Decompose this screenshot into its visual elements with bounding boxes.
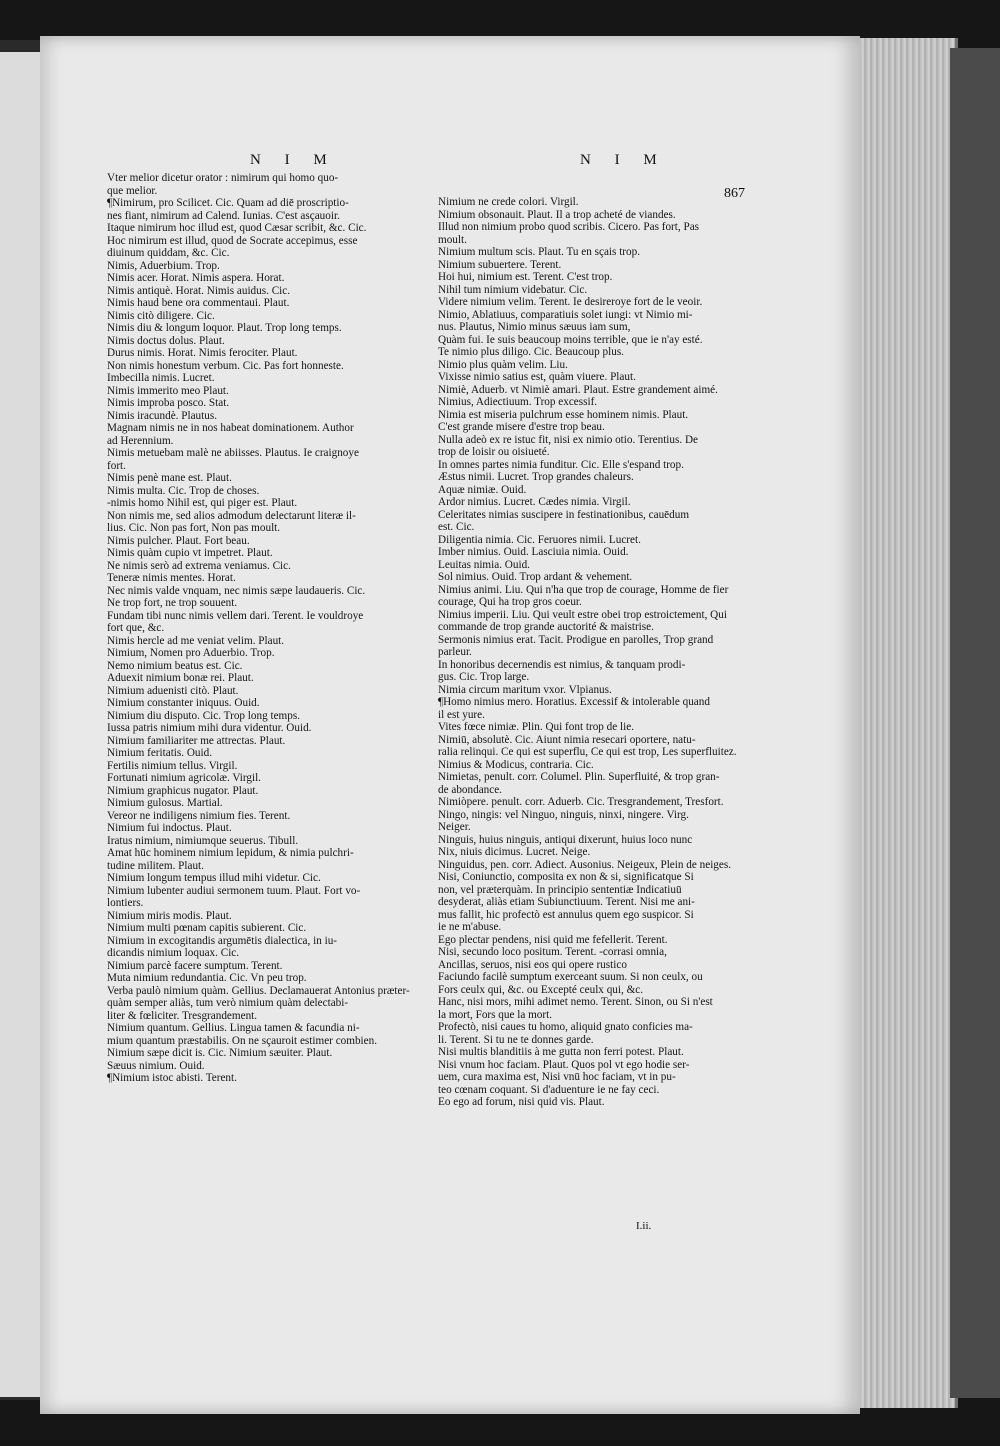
- text-line: Nimium constanter iniquus. Ouid.: [107, 697, 260, 709]
- text-line: Nimis diu & longum loquor. Plaut. Trop long temps.: [107, 322, 342, 334]
- text-line: Nimiòpere. penult. corr. Aduerb. Cic. Tresgrandement, Tresfort.: [438, 796, 724, 808]
- book-cover: [950, 48, 1000, 1398]
- text-line: Fortunati nimium agricolæ. Virgil.: [107, 772, 261, 784]
- text-line: parleur.: [438, 646, 472, 658]
- text-line: dicandis nimium loquax. Cic.: [107, 947, 240, 959]
- text-line: Fertilis nimium tellus. Virgil.: [107, 759, 238, 772]
- text-line: de abondance.: [438, 783, 502, 796]
- right-running-head: N I M: [580, 152, 667, 168]
- text-line: Nix, niuis dicimus. Lucret. Neige.: [438, 846, 591, 858]
- text-line: Nimium quantum. Gellius. Lingua tamen & facundia ni-: [107, 1022, 360, 1034]
- text-line: Sol nimius. Ouid. Trop ardant & vehement.: [438, 571, 633, 583]
- text-line: Muta nimium redundantia. Cic. Vn peu trop.: [107, 972, 307, 984]
- text-line: Nimiè, Aduerb. vt Nimiè amari. Plaut. Estre grandement aimé.: [438, 383, 718, 396]
- text-line: courage, Qui ha trop gros coeur.: [438, 596, 582, 608]
- text-line: Iratus nimium, nimiumque seuerus. Tibull.: [107, 834, 299, 847]
- text-line: Hoc nimirum est illud, quod de Socrate accepimus, esse: [107, 234, 358, 247]
- text-line: Quàm fui. Ie suis beaucoup moins terrible, que ie n'ay esté.: [438, 333, 703, 346]
- text-line: In omnes partes nimia funditur. Cic. Elle s'espand trop.: [438, 458, 684, 471]
- text-line: Leuitas nimia. Ouid.: [438, 558, 530, 571]
- text-line: Imber nimius. Ouid. Lasciuia nimia. Ouid.: [438, 546, 629, 558]
- left-column: [107, 172, 427, 1085]
- text-line: ralia relinqui. Ce qui est superflu, Ce qui est trop, Les superfluitez.: [438, 746, 737, 758]
- text-line: diuinum quiddam, &c. Cic.: [107, 247, 230, 259]
- text-line: Aduexit nimium bonæ rei. Plaut.: [107, 672, 254, 684]
- signature-mark: I.ii.: [636, 1220, 652, 1232]
- text-line: Vixisse nimio satius est, quàm viuere. Plaut.: [438, 371, 636, 383]
- text-line: lontiers.: [107, 897, 144, 909]
- text-line: Fundam tibi nunc nimis vellem dari. Terent. Ie vouldroye: [107, 609, 364, 622]
- text-line: Eo ego ad forum, nisi quid vis. Plaut.: [438, 1096, 605, 1108]
- text-line: Nimio, Ablatiuus, comparatiuis solet iungi: vt Nimio mi-: [438, 308, 693, 321]
- text-line: Nimium graphicus nugator. Plaut.: [107, 784, 259, 797]
- text-line: Nimium multi pœnam capitis subierent. Cic.: [107, 922, 307, 934]
- text-line: Diligentia nimia. Cic. Feruores nimii. Lucret.: [438, 533, 641, 546]
- text-line: Illud non nimium probo quod scribis. Cicero. Pas fort, Pas: [438, 221, 700, 233]
- text-line: Vereor ne indiligens nimium fies. Terent.: [107, 809, 291, 822]
- text-line: moult.: [438, 233, 467, 246]
- text-line: C'est grande misere d'estre trop beau.: [438, 421, 605, 433]
- text-line: Nimium diu disputo. Cic. Trop long temps.: [107, 709, 301, 722]
- text-line: Nisi, Coniunctio, composita ex non & si, significatque Si: [438, 871, 694, 883]
- text-line: ie ne m'abuse.: [438, 921, 502, 933]
- text-line: ad Herennium.: [107, 434, 174, 447]
- text-line: Ningo, ningis: vel Ninguo, ninguis, ninxi, ningere. Virg.: [438, 808, 689, 821]
- text-line: Nimis citò diligere. Cic.: [107, 309, 215, 322]
- text-line: Ego plectar pendens, nisi quid me fefellerit. Terent.: [438, 933, 668, 946]
- text-line: Ne nimis serò ad extrema veniamus. Cic.: [107, 559, 291, 572]
- text-line: Nimius animi. Liu. Qui n'ha que trop de courage, Homme de fier: [438, 583, 729, 596]
- text-line: gus. Cic. Trop large.: [438, 671, 530, 683]
- text-line: Nulla adeò ex re istuc fit, nisi ex nimio otio. Terentius. De: [438, 433, 698, 446]
- text-line: Nimium obsonauit. Plaut. Il a trop acheté de viandes.: [438, 208, 676, 221]
- text-line: Faciundo facilè sumptum exerceant suum. Si non ceulx, ou: [438, 971, 703, 983]
- text-line: Hanc, nisi mors, mihi adimet nemo. Terent. Sinon, ou Si n'est: [438, 996, 713, 1008]
- text-line: Nimius imperii. Liu. Qui veult estre obei trop estroictement, Qui: [438, 608, 727, 621]
- text-line: Videre nimium velim. Terent. Ie desireroye fort de le veoir.: [438, 296, 703, 308]
- text-line: mium quantum præstabilis. On ne sçauroit estimer combien.: [107, 1034, 378, 1047]
- text-line: Nimium longum tempus illud mihi videtur. Cic.: [107, 872, 321, 884]
- text-line: Nimis improba posco. Stat.: [107, 397, 230, 409]
- text-line: fort.: [107, 459, 126, 472]
- text-line: Itaque nimirum hoc illud est, quod Cæsar scribit, &c. Cic.: [107, 222, 367, 234]
- text-line: desyderat, aliàs etiam Subiunctiuum. Terent. Nisi me ani-: [438, 896, 695, 908]
- text-line: Nimis antiquè. Horat. Nimis auidus. Cic.: [107, 284, 291, 297]
- text-line: Nimis pulcher. Plaut. Fort beau.: [107, 534, 250, 547]
- text-line: tudine militem. Plaut.: [107, 859, 204, 872]
- text-line: -nimis homo Nihil est, qui piger est. Plaut.: [107, 497, 298, 509]
- text-line: Verba paulò nimium quàm. Gellius. Declamauerat Antonius præter-: [107, 984, 410, 997]
- text-line: Nimium miris modis. Plaut.: [107, 909, 232, 922]
- text-line: Nimis immerito meo Plaut.: [107, 384, 229, 397]
- text-line: Durus nimis. Horat. Nimis ferociter. Plaut.: [107, 347, 298, 359]
- text-line: Nimia circum maritum vxor. Vlpianus.: [438, 683, 612, 696]
- text-line: que melior.: [107, 184, 158, 197]
- text-line: ¶Nimium istoc abisti. Terent.: [107, 1072, 237, 1084]
- text-line: Neiger.: [438, 821, 471, 833]
- text-line: Nimis, Aduerbium. Trop.: [107, 259, 220, 272]
- text-line: Fors ceulx qui, &c. ou Excepté ceulx qui, &c.: [438, 983, 644, 996]
- text-line: Te nimio plus diligo. Cic. Beaucoup plus.: [438, 346, 624, 358]
- text-line: Profectò, nisi caues tu homo, aliquid gnato conficies ma-: [438, 1021, 693, 1033]
- text-line: Ninguis, huius ninguis, antiqui dixerunt, huius loco nunc: [438, 833, 693, 846]
- text-line: Ancillas, seruos, nisi eos qui opere rustico: [438, 958, 627, 971]
- text-line: commande de trop grande auctorité & maistrise.: [438, 621, 654, 633]
- text-line: uem, cura maxima est, Nisi vnū hoc faciam, vt in pu-: [438, 1071, 676, 1083]
- text-line: Nimis quàm cupio vt impetret. Plaut.: [107, 547, 273, 559]
- text-line: Nec nimis valde vnquam, nec nimis sæpe laudaueris. Cic.: [107, 584, 366, 597]
- text-line: Nimis doctus dolus. Plaut.: [107, 334, 225, 347]
- text-line: Nimium parcè facere sumptum. Terent.: [107, 959, 283, 972]
- text-line: il est yure.: [438, 708, 485, 721]
- text-line: Sermonis nimius erat. Tacit. Prodigue en parolles, Trop grand: [438, 633, 714, 646]
- text-line: Nisi vnum hoc faciam. Plaut. Quos pol vt ego hodie ser-: [438, 1058, 690, 1071]
- text-line: Nisi, secundo loco positum. Terent. -corrasi omnia,: [438, 946, 667, 958]
- text-line: Aquæ nimiæ. Ouid.: [438, 483, 527, 496]
- text-line: Nimis hercle ad me veniat velim. Plaut.: [107, 634, 285, 647]
- text-line: Nimium familiariter me attrectas. Plaut.: [107, 734, 286, 747]
- page-number: 867: [724, 186, 745, 201]
- text-line: Nemo nimium beatus est. Cic.: [107, 659, 243, 672]
- text-line: non, vel præterquàm. In principio sententiæ Indicatiuū: [438, 883, 682, 896]
- text-line: Nimio plus quàm velim. Liu.: [438, 358, 568, 371]
- text-line: la mort, Fors que la mort.: [438, 1008, 553, 1021]
- text-line: quàm semper aliàs, tum verò nimium quàm delectabi-: [107, 997, 349, 1009]
- text-line: Nimis haud bene ora commentaui. Plaut.: [107, 297, 290, 309]
- text-line: Ardor nimius. Lucret. Cædes nimia. Virgil.: [438, 496, 631, 508]
- text-line: Nimius, Adiectiuum. Trop excessif.: [438, 396, 598, 408]
- text-line: ¶Homo nimius mero. Horatius. Excessif & intolerable quand: [438, 696, 710, 708]
- text-line: nus. Plautus, Nimio minus sæuus iam sum,: [438, 321, 631, 333]
- text-line: nes fiant, nimirum ad Calend. Iunias. C'est asçauoir.: [107, 209, 340, 222]
- page-edges: [855, 38, 958, 1408]
- text-line: Teneræ nimis mentes. Horat.: [107, 572, 236, 584]
- text-line: trop de loisir ou oisiueté.: [438, 446, 550, 458]
- text-line: Ninguidus, pen. corr. Adiect. Ausonius. Neigeux, Plein de neiges.: [438, 858, 732, 871]
- text-line: Sæuus nimium. Ouid.: [107, 1059, 205, 1072]
- text-line: Non nimis honestum verbum. Cic. Pas fort honneste.: [107, 359, 344, 372]
- text-line: Imbecilla nimis. Lucret.: [107, 372, 215, 384]
- text-line: Nimius & Modicus, contraria. Cic.: [438, 758, 594, 771]
- text-line: Magnam nimis ne in nos habeat dominationem. Author: [107, 422, 354, 434]
- text-line: Nimis iracundè. Plautus.: [107, 409, 217, 422]
- text-line: mus fallit, hic profectò est annulus quem ego suspicor. Si: [438, 908, 694, 921]
- text-line: Nimietas, penult. corr. Columel. Plin. Superfluité, & trop gran-: [438, 771, 720, 783]
- text-line: Æstus nimii. Lucret. Trop grandes chaleurs.: [438, 471, 634, 483]
- text-line: Nimis metuebam malè ne abiisses. Plautus. Ie craignoye: [107, 447, 359, 459]
- text-line: Vter melior dicetur orator : nimirum qui homo quo-: [107, 172, 339, 184]
- text-line: Nimium subuertere. Terent.: [438, 258, 562, 271]
- text-line: est. Cic.: [438, 521, 475, 533]
- text-line: Ne trop fort, ne trop souuent.: [107, 597, 238, 609]
- text-line: Hoi hui, nimium est. Terent. C'est trop.: [438, 271, 613, 283]
- text-line: Nimium in excogitandis argumētis dialectica, in iu-: [107, 934, 338, 947]
- text-line: teo cœnam coquant. Si d'aduenture ie ne fay ceci.: [438, 1083, 660, 1096]
- text-line: Nimium multum scis. Plaut. Tu en sçais trop.: [438, 246, 641, 258]
- text-line: Nimia est miseria pulchrum esse hominem nimis. Plaut.: [438, 408, 689, 421]
- text-line: Nimium gulosus. Martial.: [107, 797, 223, 809]
- text-line: Vites fœce nimiæ. Plin. Qui font trop de lie.: [438, 721, 635, 733]
- text-line: Nimiū, absolutè. Cic. Aiunt nimia resecari oportere, natu-: [438, 733, 696, 746]
- text-line: Nimium ne crede colori. Virgil.: [438, 196, 579, 208]
- text-line: Nimis penè mane est. Plaut.: [107, 472, 232, 484]
- text-line: liter & fœliciter. Tresgrandement.: [107, 1009, 258, 1022]
- text-line: Amat hūc hominem nimium lepidum, & nimia pulchri-: [107, 847, 354, 859]
- left-running-head: N I M: [250, 152, 337, 168]
- text-line: Nimium aduenisti citò. Plaut.: [107, 684, 239, 697]
- text-line: Nimium, Nomen pro Aduerbio. Trop.: [107, 647, 275, 659]
- text-line: Nimis multa. Cic. Trop de choses.: [107, 484, 260, 497]
- text-line: Nimis acer. Horat. Nimis aspera. Horat.: [107, 272, 285, 284]
- text-line: Nimium lubenter audiui sermonem tuum. Plaut. Fort vo-: [107, 884, 361, 897]
- text-line: Nimium fui indoctus. Plaut.: [107, 822, 232, 834]
- right-column: [438, 196, 768, 1109]
- text-line: ¶Nimirum, pro Scilicet. Cic. Quam ad diē proscriptio-: [107, 197, 349, 209]
- text-line: In honoribus decernendis est nimius, & tanquam prodi-: [438, 658, 686, 671]
- text-line: fort que, &c.: [107, 622, 165, 634]
- text-line: Nisi multis blanditiis à me gutta non ferri potest. Plaut.: [438, 1046, 684, 1058]
- text-line: Non nimis me, sed alios admodum delectarunt literæ il-: [107, 509, 356, 522]
- text-line: li. Terent. Si tu ne te donnes garde.: [438, 1033, 594, 1046]
- text-line: lius. Cic. Non pas fort, Non pas moult.: [107, 522, 281, 534]
- text-line: Nimium feritatis. Ouid.: [107, 747, 213, 759]
- text-line: Nihil tum nimium videbatur. Cic.: [438, 283, 588, 296]
- text-line: Iussa patris nimium mihi dura videntur. Ouid.: [107, 722, 312, 734]
- text-line: Nimium sæpe dicit is. Cic. Nimium sæuiter. Plaut.: [107, 1047, 333, 1059]
- text-line: Celeritates nimias suscipere in festinationibus, cauēdum: [438, 508, 690, 521]
